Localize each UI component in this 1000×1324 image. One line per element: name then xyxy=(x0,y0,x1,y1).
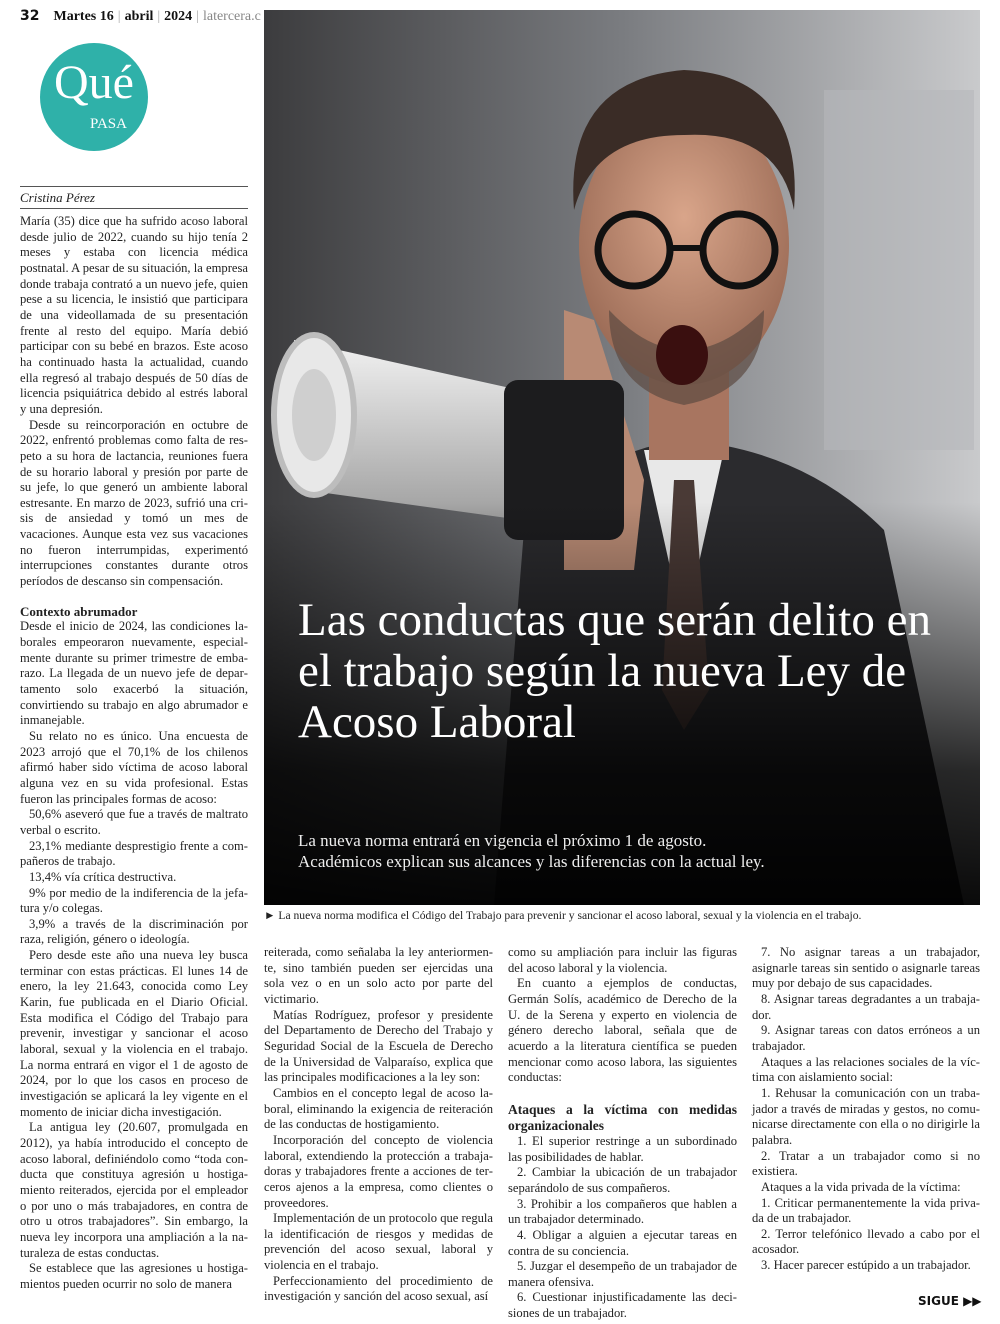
paragraph: María (35) dice que ha sufrido acoso laboral desde julio de 2022, cuando su hijo tenía 2 meses y estaba con licencia médica postnatal. A pesar de su situación, la empresa donde trabaja contrató a un nuevo jefe, quien pese a su licencia, le insistió que participara de una videollamada de su presentación frente al resto del equipo. María debió participar con su bebé en brazos. Este acoso ha continuado hasta la actualidad, cuando ella regresó al trabajo después de 50 días de licencia psiquiátrica debido al estrés laboral y una depresión. xyxy=(20,214,248,416)
date-month: abril xyxy=(124,9,154,24)
article-column-4 xyxy=(752,945,980,1274)
lead-photo xyxy=(264,10,980,905)
page-folio: 32 Martes 16 | abril | 2024 | latercera.c xyxy=(20,8,261,24)
paragraph: 50,6% aseveró que fue a través de maltrato verbal o escrito. xyxy=(20,807,248,837)
list-item: 1. Criticar permanentemente la vida privada de un trabajador. xyxy=(752,1195,980,1226)
list-item: 5. Juzgar el desempeño de un trabajador de manera ofensiva. xyxy=(508,1259,737,1289)
paragraph: La antigua ley (20.607, promulgada en 2012), ya había introducido el concepto de acoso laboral, definiéndolo como “toda conducta que constituya agresión u hostigamiento reiterados, ejercida por el empleador o por uno o más trabajadores, en contra de otro u otros trabajadores”. Sin embargo, la nueva ley incorpora una ampliación a la naturaleza de estas conductas. xyxy=(20,1120,248,1260)
list-subheading: Ataques a las relaciones sociales de la víctima con aislamiento social: xyxy=(752,1054,980,1085)
page-number: 32 xyxy=(20,8,40,24)
article-column-2 xyxy=(264,945,493,1305)
list-item: 7. No asignar tareas a un trabajador, asignarle tareas sin sentido o asignarle tareas muy por debajo de sus capacidades. xyxy=(752,945,980,991)
subheading: Ataques a la víctima con medidas organizacionales xyxy=(508,1101,737,1133)
deck-line: La nueva norma entrará en vigencia el próximo 1 de agosto. xyxy=(298,831,707,850)
list-item: 1. Rehusar la comunicación con un trabajador a través de miradas y gestos, no comunicarse directamente con ella o no dirigirle la palabra. xyxy=(752,1085,980,1147)
list-item: 3. Hacer parecer estúpido a un trabajador. xyxy=(761,1258,971,1273)
paragraph: Desde el inicio de 2024, las condiciones laborales empeoraron nuevamente, especialmente durante su primer trimestre de embarazo. La llegada de un nuevo jefe de departamento solo exacerbó la situación, convirtiendo su trabajo en algo abrumador e inmanejable. xyxy=(20,619,248,728)
list-item: 1. El superior restringe a un subordinado las posibilidades de hablar. xyxy=(508,1133,737,1164)
photo-caption: ► La nueva norma modifica el Código del Trabajo para prevenir y sancionar el acoso laboral, sexual y la violencia en el trabajo. xyxy=(264,909,862,922)
paragraph: como su ampliación para incluir las figuras del acoso laboral y la violencia. xyxy=(508,945,737,975)
list-subheading: Ataques a la vida privada de la víctima: xyxy=(761,1179,961,1194)
que-pasa-logo xyxy=(40,43,148,151)
article-column-1 xyxy=(20,214,248,1293)
list-item: 8. Asignar tareas degradantes a un trabajador. xyxy=(752,991,980,1022)
logo-line2: PASA xyxy=(90,116,127,132)
paragraph: Perfeccionamiento del procedimiento de investigación y sanción del acoso sexual, así xyxy=(264,1273,493,1304)
paragraph: reiterada, como señalaba la ley anteriormente, sino también pueden ser ejercidas una sola vez o en un solo acto por parte del victimario. xyxy=(264,945,493,1006)
byline: Cristina Pérez xyxy=(20,186,248,209)
continue-label: SIGUE ▶▶ xyxy=(918,1294,982,1308)
list-item: 6. Cuestionar injustificadamente las decisiones de un trabajador. xyxy=(508,1290,737,1321)
logo-line1: Qué xyxy=(54,56,134,109)
paragraph: En cuanto a ejemplos de conductas, Germán Solís, académico de Derecho de la U. de la Serena y experto en violencia de género derecho laboral, señala que de acuerdo a la literatura científica se pueden mencionar como acoso labora, las siguientes conductas: xyxy=(508,976,737,1085)
site-name: latercera.c xyxy=(202,9,261,24)
list-item: 4. Obligar a alguien a ejecutar tareas en contra de su conciencia. xyxy=(508,1227,737,1258)
list-item: 9. Asignar tareas con datos erróneos a un trabajador. xyxy=(752,1023,980,1053)
paragraph: Su relato no es único. Una encuesta de 2023 arrojó que el 70,1% de los chilenos afirmó haber sido víctima de acoso laboral alguna vez en su vida profesional. Estas fueron las principales formas de acoso: xyxy=(20,728,248,806)
paragraph: Pero desde este año una nueva ley busca terminar con estas prácticas. El lunes 14 de enero, la ley 21.643, conocida como Ley Karin, fue publicada en el Diario Oficial. Esta modifica el Código del Trabajo para prevenir, investigar y sancionar el acoso laboral, sexual y la violencia en el trabajo. La norma entrará en vigor el 1 de agosto de 2024, por lo que los casos en proceso de investigación se aplicará la ley vigente en el momento de iniciar dicha investigación. xyxy=(20,948,248,1119)
paragraph: Incorporación del concepto de violencia laboral, extendiendo la protección a trabajadoras y trabajadores frente a acciones de terceros ajenos a la empresa, como clientes o proveedores. xyxy=(264,1132,493,1210)
date-year: 2024 xyxy=(164,9,193,24)
paragraph: Matías Rodríguez, profesor y presidente del Departamento de Derecho del Trabajo y Seguridad Social de la Escuela de Derecho de la Universidad de Valparaíso, explica que las principales modificaciones a la ley son: xyxy=(264,1007,493,1085)
paragraph: Desde su reincorporación en octubre de 2022, enfrentó problemas como falta de respeto a su hora de lactancia, reuniones fuera de su horario laboral y presión por parte de su jefe, lo que generó un ambiente laboral estresante. En marzo de 2023, sufrió una crisis de ansiedad y tomó un mes de vacaciones. Aunque esta vez sus vacaciones no fueron interrumpidas, experimentó interrupciones constantes durante otros períodos de descanso sin compensación. xyxy=(20,417,248,589)
deck xyxy=(298,830,938,872)
deck-line: Académicos explican sus alcances y las diferencias con la actual ley. xyxy=(298,852,765,871)
man-with-megaphone-image xyxy=(264,10,980,905)
paragraph: 3,9% a través de la discriminación por raza, religión, género o ideología. xyxy=(20,916,248,947)
headline: Las conductas que serán delito en el trabajo según la nueva Ley de Acoso Laboral xyxy=(298,594,931,748)
paragraph: 9% por medio de la indiferencia de la jefatura y/o colegas. xyxy=(20,885,248,916)
paragraph: Implementación de un protocolo que regula la identificación de riesgos y medidas de prevención del acoso sexual, laboral y violencia en el trabajo. xyxy=(264,1211,493,1273)
paragraph: Cambios en el concepto legal de acoso laboral, eliminando la exigencia de reiteración de las conductas de hostigamiento. xyxy=(264,1085,493,1132)
list-item: 3. Prohibir a los compañeros que hablen a un trabajador determinado. xyxy=(508,1196,737,1227)
paragraph: 13,4% vía crítica destructiva. xyxy=(29,869,177,884)
article-column-3 xyxy=(508,945,737,1322)
paragraph: 23,1% mediante desprestigio frente a compañeros de trabajo. xyxy=(20,838,248,869)
date-day: Martes 16 xyxy=(53,9,114,24)
list-item: 2. Terror telefónico llevado a cabo por el acosador. xyxy=(752,1226,980,1257)
list-item: 2. Cambiar la ubicación de un trabajador separándolo de sus compañeros. xyxy=(508,1165,737,1195)
list-item: 2. Tratar a un trabajador como si no existiera. xyxy=(752,1148,980,1179)
paragraph: Se establece que las agresiones u hostigamientos pueden ocurrir no solo de manera xyxy=(20,1261,248,1291)
subheading: Contexto abrumador xyxy=(20,603,138,619)
